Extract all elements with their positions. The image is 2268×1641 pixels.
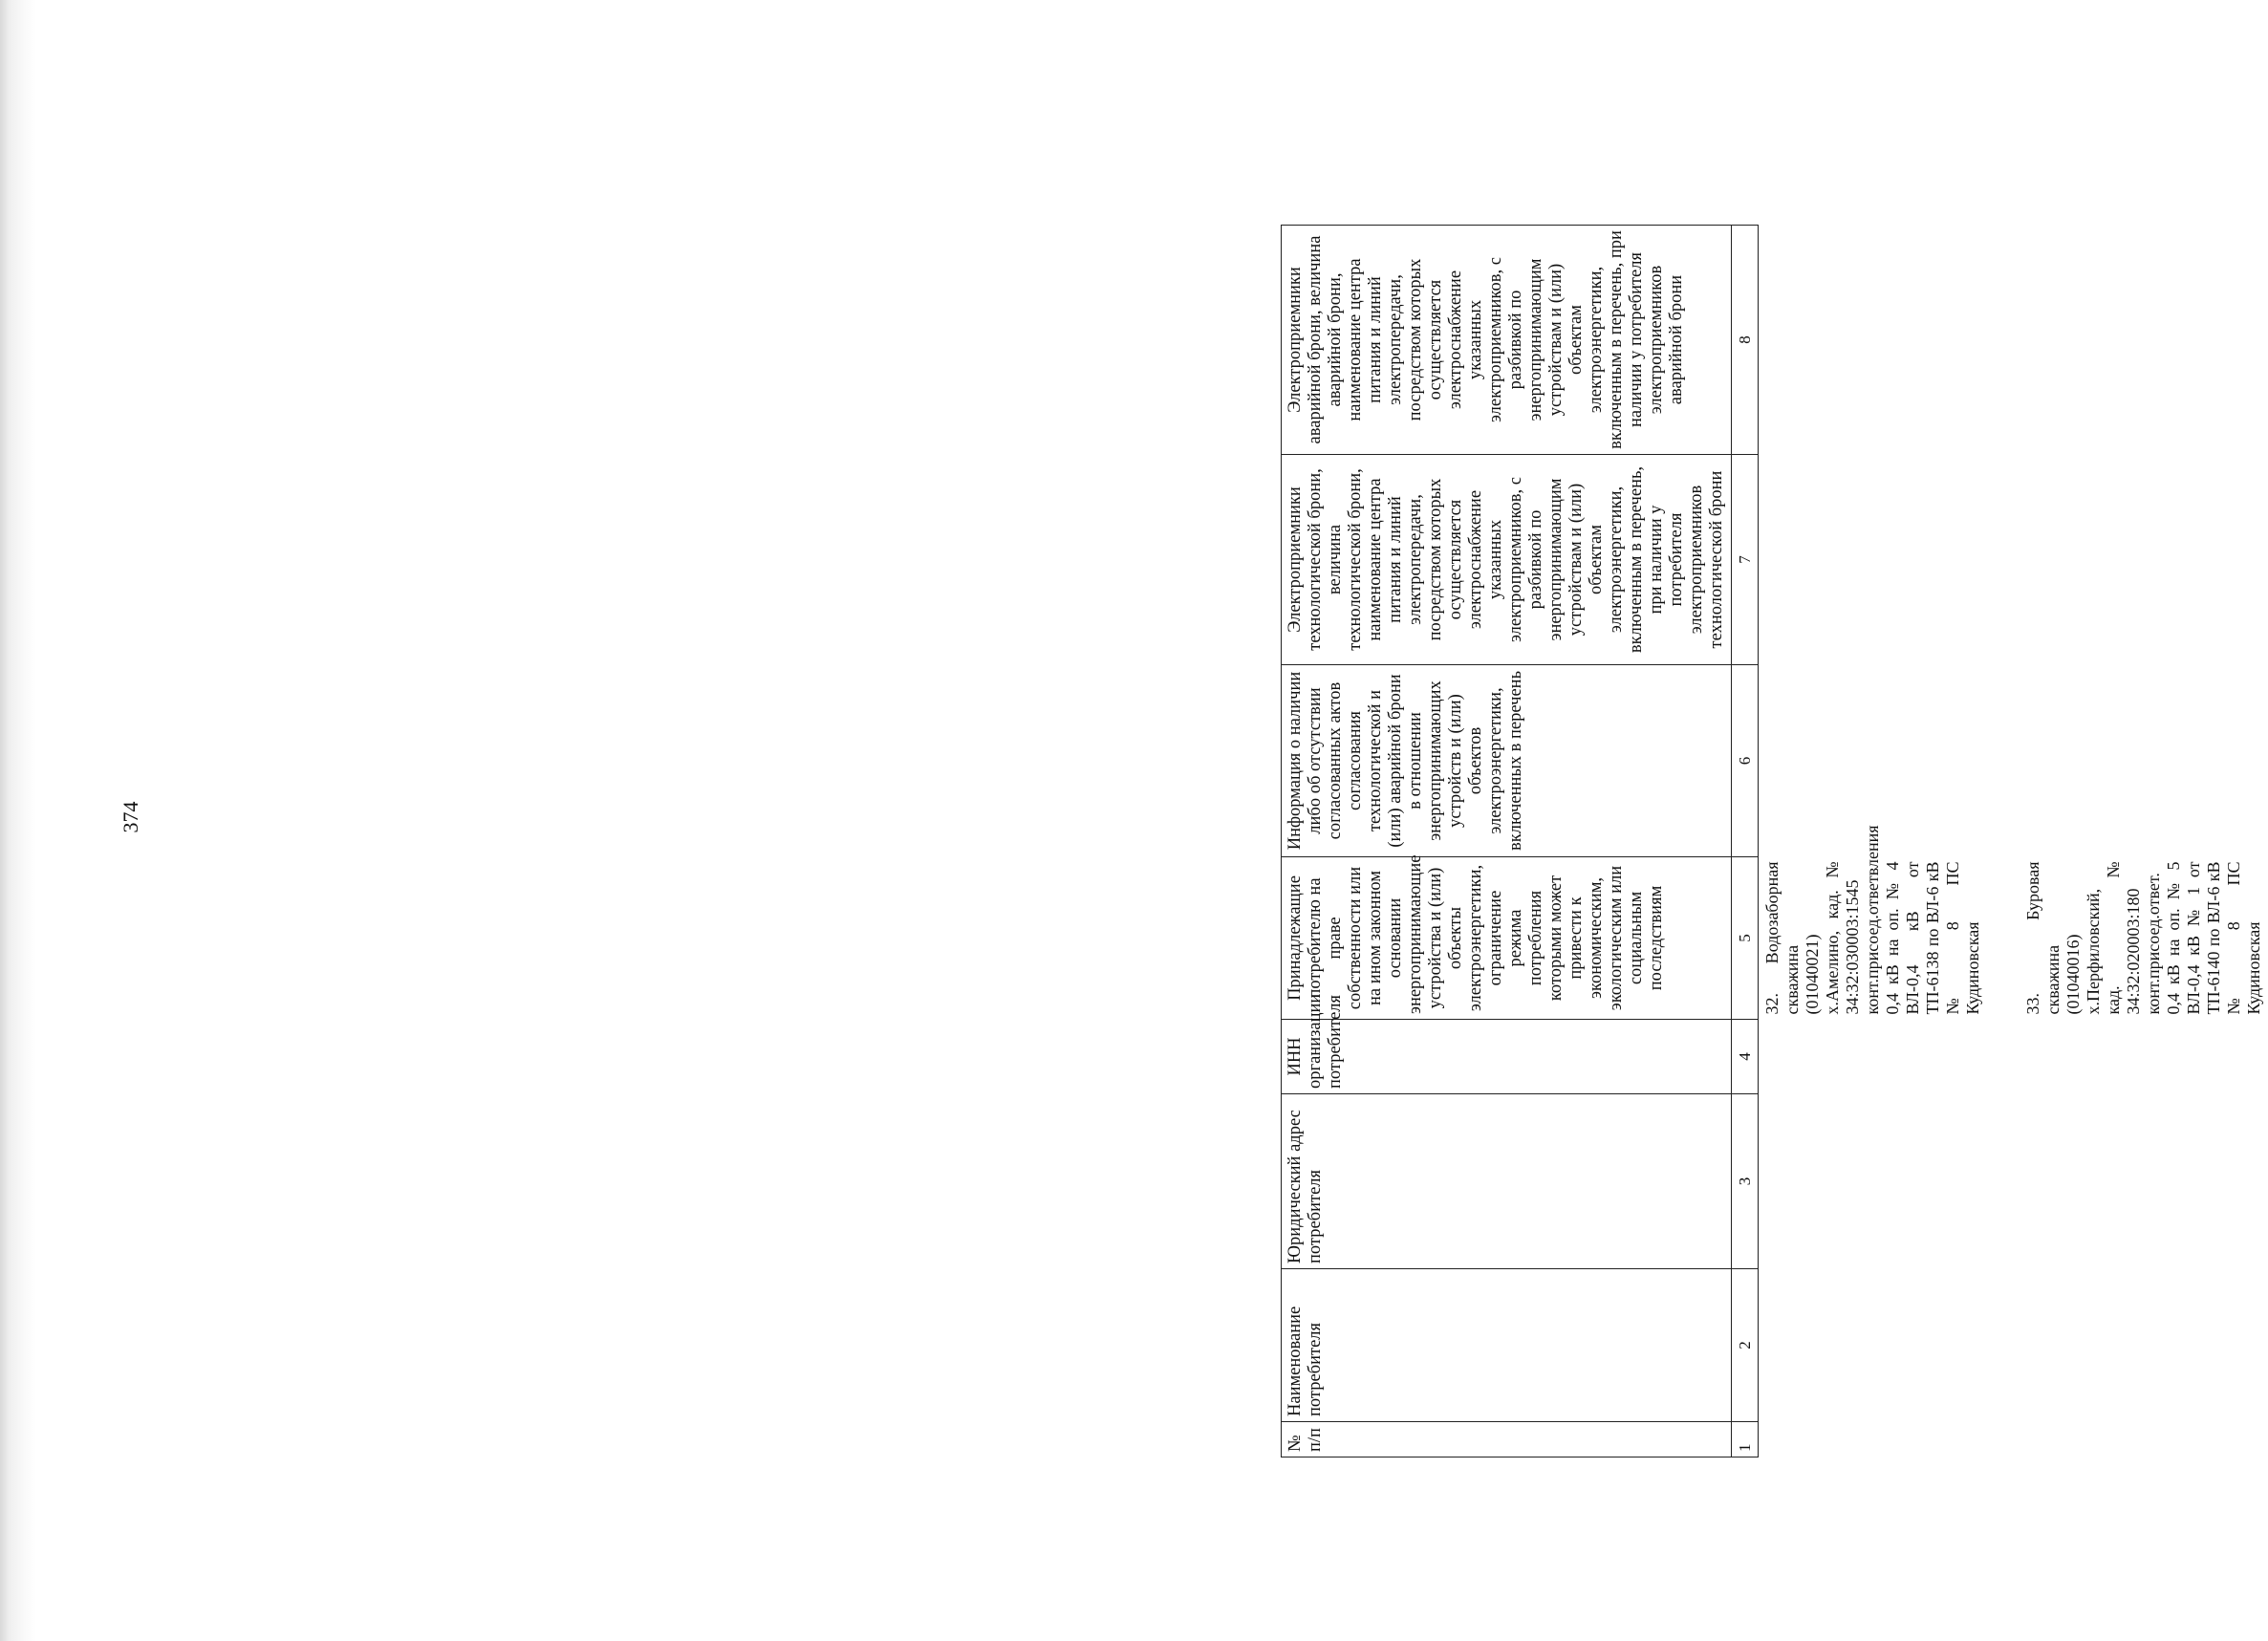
facility-cell [1759,825,2268,1020]
column-number-3: 3 [1732,1094,1759,1269]
table-row [1759,48,2268,1457]
column-number-7: 7 [1732,455,1759,665]
facility-entry-32: 32. Водозаборная скважина (01040021) х.Амелино, кад. № 34:32:030003:1545 конт.присоед.ответвления 0,4 кВ на оп. № 4 ВЛ-0,4 кВ от ТП-6138 по ВЛ-6 кВ № 8 ПС Кудиновская [1762,825,1982,1015]
empty-cell [1759,48,2268,226]
column-number-6: 6 [1732,665,1759,857]
header-col-5: Принадлежащие потребителю на праве собственности или на ином законном основании энергопринимающие устройства и (или) объекты электроэнергетики, ограничение режима потребления которыми может привести к экономическим, экологическим или социальным последствиям [1282,857,1732,1020]
empty-cell [1759,455,2268,665]
header-margin [1282,48,1732,226]
rotated-table-wrapper [1281,48,2263,1457]
column-number-row [1732,48,1759,1457]
header-col-2: Наименование потребителя [1282,1269,1732,1422]
column-number-5: 5 [1732,857,1759,1020]
empty-cell [1759,226,2268,455]
empty-cell [1759,1422,2268,1457]
facility-entry-33: 33. Буровая скважина (01040016) х.Перфиловский, кад. № 34:32:020003:180 конт.присоед.ответ. 0,4 кВ на оп. № 5 ВЛ-0,4 кВ № 1 от ТП-6140 по ВЛ-6 кВ № 8 ПС Кудиновская [2023,861,2263,1015]
empty-cell [1759,665,2268,857]
header-col-4: ИНН организации потребителя [1282,1020,1732,1094]
scan-edge [0,0,36,1641]
empty-cell [1759,1020,2268,1094]
header-col-7: Электроприемники технологической брони, величина технологической брони, наименование центра питания и линий электропередачи, посредством которых осуществляется электроснабжение указанных электроприемников, с разбивкой по энергопринимающим устройствам и (или) объектам электроэнергетики, включенным в перечень, при наличии у потребителя электроприемников технологической брони [1282,455,1732,665]
column-number-8: 8 [1732,226,1759,455]
column-number-1: 1 [1732,1422,1759,1457]
column-number-4: 4 [1732,1020,1759,1094]
header-col-1: № п/п [1282,1422,1732,1457]
numbers-margin [1732,48,1759,226]
header-col-8: Электроприемники аварийной брони, величина аварийной брони, наименование центра питания и линий электропередачи, посредством которых осуществляется электроснабжение указанных электроприемников, с разбивкой по энергопринимающим устройствам и (или) объектам электроэнергетики, включенным в перечень, при наличии у потребителя электроприемников аварийной брони [1282,226,1732,455]
page-number: 374 [119,801,142,833]
header-col-6: Информация о наличии либо об отсутствии согласованных актов согласования технологической и (или) аварийной брони в отношении энергопринимающих устройств и (или) объектов электроэнергетики, включенных в перечень [1282,665,1732,857]
column-number-2: 2 [1732,1269,1759,1422]
header-row [1282,48,1732,1457]
header-col-3: Юридический адрес потребителя [1282,1094,1732,1269]
empty-cell [1759,1269,2268,1422]
empty-cell [1759,1094,2268,1269]
consumer-table [1281,47,2268,1457]
